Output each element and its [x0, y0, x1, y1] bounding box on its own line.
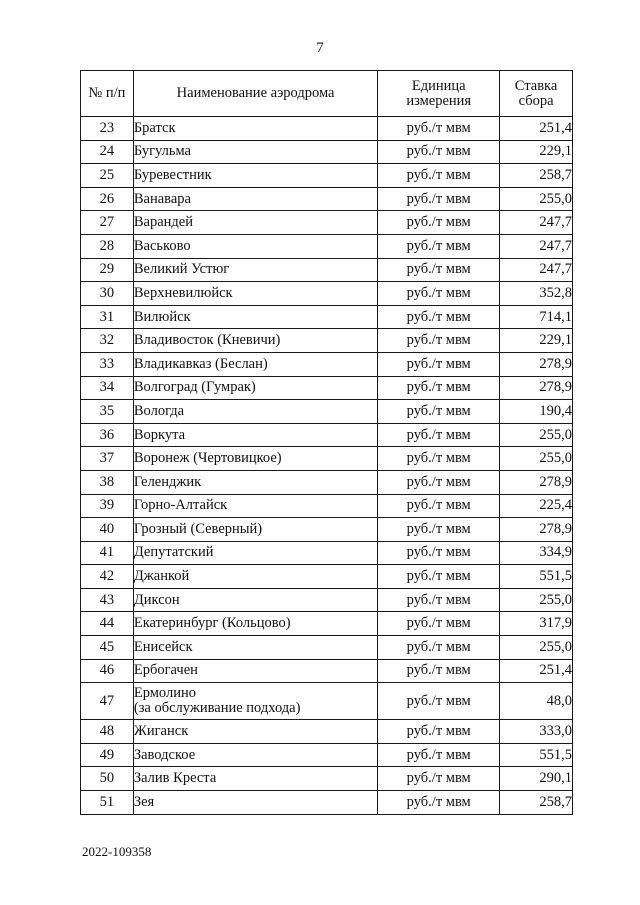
airport-name: [133, 447, 377, 471]
unit-of-measure: руб./т мвм: [378, 683, 500, 720]
airport-fee-table: [80, 70, 573, 815]
table-row: [81, 659, 573, 683]
unit-of-measure: руб./т мвм: [378, 140, 500, 164]
table-row: [81, 329, 573, 353]
airport-name: [133, 400, 377, 424]
row-number: 35: [81, 400, 134, 424]
fee-rate: 247,7: [500, 211, 573, 235]
airport-name-text: Воронеж (Чертовицкое): [133, 450, 282, 467]
unit-of-measure: руб./т мвм: [378, 164, 500, 188]
table-row: [81, 541, 573, 565]
table-row: [81, 470, 573, 494]
airport-name-text: Депутатский: [133, 544, 214, 561]
table-row: [81, 565, 573, 589]
table-row: [81, 282, 573, 306]
airport-name: [133, 720, 377, 744]
fee-rate: 251,4: [500, 117, 573, 141]
unit-of-measure: руб./т мвм: [378, 743, 500, 767]
airport-name-text: Вилюйск: [133, 308, 191, 325]
table-row: [81, 767, 573, 791]
row-number: 25: [81, 164, 134, 188]
row-number: 23: [81, 117, 134, 141]
unit-of-measure: руб./т мвм: [378, 636, 500, 660]
airport-name: [133, 588, 377, 612]
fee-rate: 278,9: [500, 470, 573, 494]
fee-rate: 247,7: [500, 258, 573, 282]
airport-name-text: Вологда: [133, 402, 185, 419]
table-row: [81, 140, 573, 164]
airport-name-text: Верхневилюйск: [133, 284, 233, 301]
unit-of-measure: руб./т мвм: [378, 423, 500, 447]
unit-of-measure: руб./т мвм: [378, 400, 500, 424]
airport-name: [133, 376, 377, 400]
airport-name: [133, 140, 377, 164]
airport-name-text: Грозный (Северный): [133, 520, 263, 537]
fee-rate: 255,0: [500, 187, 573, 211]
unit-of-measure: руб./т мвм: [378, 187, 500, 211]
row-number: 41: [81, 541, 134, 565]
fee-rate: 278,9: [500, 352, 573, 376]
table-row: [81, 211, 573, 235]
fee-rate: 229,1: [500, 140, 573, 164]
header-number: [81, 71, 134, 117]
unit-of-measure: руб./т мвм: [378, 447, 500, 471]
row-number: 51: [81, 791, 134, 815]
fee-rate: 278,9: [500, 376, 573, 400]
row-number: 47: [81, 683, 134, 720]
table-row: [81, 447, 573, 471]
airport-name: [133, 541, 377, 565]
airport-name: [133, 117, 377, 141]
row-number: 29: [81, 258, 134, 282]
airport-name-text: Зея: [133, 793, 155, 810]
fee-rate: 255,0: [500, 636, 573, 660]
row-number: 26: [81, 187, 134, 211]
airport-name-text: Енисейск: [133, 638, 193, 655]
unit-of-measure: руб./т мвм: [378, 720, 500, 744]
airport-name-text: Воркута: [133, 426, 186, 443]
fee-rate: 258,7: [500, 791, 573, 815]
fee-rate: 258,7: [500, 164, 573, 188]
table-body: [81, 117, 573, 815]
airport-name-text: Горно-Алтайск: [133, 497, 228, 514]
unit-of-measure: руб./т мвм: [378, 612, 500, 636]
unit-of-measure: руб./т мвм: [378, 470, 500, 494]
unit-of-measure: руб./т мвм: [378, 659, 500, 683]
unit-of-measure: руб./т мвм: [378, 211, 500, 235]
airport-name-note: (за обслуживание подхода): [133, 700, 301, 717]
unit-of-measure: руб./т мвм: [378, 518, 500, 542]
airport-name-text: Ербогачен: [133, 662, 198, 679]
airport-name-text: Диксон: [133, 591, 180, 608]
table-row: [81, 234, 573, 258]
airport-name-text: Екатеринбург (Кольцово): [133, 615, 291, 632]
row-number: 39: [81, 494, 134, 518]
airport-name: [133, 518, 377, 542]
unit-of-measure: руб./т мвм: [378, 588, 500, 612]
unit-of-measure: руб./т мвм: [378, 329, 500, 353]
table-row: [81, 400, 573, 424]
fee-rate: 255,0: [500, 423, 573, 447]
row-number: 42: [81, 565, 134, 589]
airport-name: [133, 164, 377, 188]
unit-of-measure: руб./т мвм: [378, 376, 500, 400]
fee-rate: 229,1: [500, 329, 573, 353]
table-row: [81, 187, 573, 211]
unit-of-measure: руб./т мвм: [378, 234, 500, 258]
airport-name: [133, 470, 377, 494]
fee-rate: 551,5: [500, 743, 573, 767]
row-number: 40: [81, 518, 134, 542]
unit-of-measure: руб./т мвм: [378, 117, 500, 141]
row-number: 45: [81, 636, 134, 660]
airport-name-text: Заводское: [133, 746, 196, 763]
row-number: 32: [81, 329, 134, 353]
table-row: [81, 164, 573, 188]
table-row: [81, 743, 573, 767]
airport-name: [133, 767, 377, 791]
airport-name-text: Жиганск: [133, 723, 189, 740]
airport-name-text: Владикавказ (Беслан): [133, 355, 268, 372]
unit-of-measure: руб./т мвм: [378, 494, 500, 518]
row-number: 27: [81, 211, 134, 235]
airport-name: [133, 423, 377, 447]
airport-name-text: Владивосток (Кневичи): [133, 332, 281, 349]
fee-rate: 714,1: [500, 305, 573, 329]
airport-name: [133, 187, 377, 211]
row-number: 49: [81, 743, 134, 767]
row-number: 34: [81, 376, 134, 400]
airport-name-text: Великий Устюг: [133, 261, 230, 278]
fee-rate: 334,9: [500, 541, 573, 565]
table-row: [81, 588, 573, 612]
table-row: [81, 720, 573, 744]
row-number: 33: [81, 352, 134, 376]
header-airport-name: [133, 71, 377, 117]
airport-name-text: Залив Креста: [133, 770, 217, 787]
airport-name-text: Братск: [133, 119, 176, 136]
fee-rate: 48,0: [500, 683, 573, 720]
unit-of-measure: руб./т мвм: [378, 565, 500, 589]
header-rate-line1: Ставка: [514, 77, 558, 94]
airport-name: [133, 612, 377, 636]
table-row: [81, 376, 573, 400]
fee-rate: 317,9: [500, 612, 573, 636]
row-number: 48: [81, 720, 134, 744]
airport-name-text: Варандей: [133, 214, 193, 231]
row-number: 37: [81, 447, 134, 471]
airport-name: [133, 234, 377, 258]
fee-rate: 255,0: [500, 447, 573, 471]
airport-name: [133, 659, 377, 683]
row-number: 46: [81, 659, 134, 683]
row-number: 28: [81, 234, 134, 258]
airport-name-text: Геленджик: [133, 473, 202, 490]
header-unit: [378, 71, 500, 117]
airport-name: [133, 258, 377, 282]
table-row: [81, 494, 573, 518]
unit-of-measure: руб./т мвм: [378, 791, 500, 815]
header-unit-line2: измерения: [406, 92, 472, 109]
airport-name: [133, 211, 377, 235]
airport-name-text: Волгоград (Гумрак): [133, 379, 256, 396]
table-row: [81, 636, 573, 660]
fee-rate: 278,9: [500, 518, 573, 542]
airport-name-text: Джанкой: [133, 568, 190, 585]
fee-rate: 290,1: [500, 767, 573, 791]
page-number: 7: [316, 40, 324, 56]
airport-name: [133, 305, 377, 329]
header-rate: [500, 71, 573, 117]
airport-name: [133, 329, 377, 353]
row-number: 36: [81, 423, 134, 447]
row-number: 44: [81, 612, 134, 636]
fee-rate: 255,0: [500, 588, 573, 612]
row-number: 31: [81, 305, 134, 329]
table-row: [81, 258, 573, 282]
table-header-row: [81, 71, 573, 117]
table-row: [81, 612, 573, 636]
unit-of-measure: руб./т мвм: [378, 541, 500, 565]
table-row: [81, 305, 573, 329]
document-id: 2022-109358: [82, 844, 152, 859]
airport-name-text: Бугульма: [133, 143, 191, 160]
fee-rate: 333,0: [500, 720, 573, 744]
row-number: 38: [81, 470, 134, 494]
header-number-label: № п/п: [88, 85, 126, 101]
airport-name-text: Буревестник: [133, 166, 212, 183]
unit-of-measure: руб./т мвм: [378, 767, 500, 791]
fee-rate: 190,4: [500, 400, 573, 424]
airport-name: [133, 282, 377, 306]
table-row: [81, 791, 573, 815]
airport-name-text: Ермолино: [133, 685, 196, 702]
table-row: [81, 683, 573, 720]
header-rate-line2: сбора: [518, 92, 554, 109]
airport-name: [133, 494, 377, 518]
header-unit-line1: Единица: [411, 77, 466, 94]
unit-of-measure: руб./т мвм: [378, 258, 500, 282]
airport-name: [133, 791, 377, 815]
header-airport-name-label: Наименование аэродрома: [176, 85, 335, 101]
airport-name: [133, 743, 377, 767]
row-number: 24: [81, 140, 134, 164]
row-number: 43: [81, 588, 134, 612]
table-row: [81, 352, 573, 376]
table-row: [81, 518, 573, 542]
airport-name: [133, 683, 377, 720]
airport-name: [133, 565, 377, 589]
unit-of-measure: руб./т мвм: [378, 282, 500, 306]
unit-of-measure: руб./т мвм: [378, 352, 500, 376]
row-number: 50: [81, 767, 134, 791]
row-number: 30: [81, 282, 134, 306]
airport-name-text: Ванавара: [133, 190, 191, 207]
airport-name: [133, 636, 377, 660]
fee-rate: 551,5: [500, 565, 573, 589]
airport-name-text: Васьково: [133, 237, 191, 254]
unit-of-measure: руб./т мвм: [378, 305, 500, 329]
fee-rate: 352,8: [500, 282, 573, 306]
table-row: [81, 423, 573, 447]
airport-name: [133, 352, 377, 376]
fee-rate: 225,4: [500, 494, 573, 518]
fee-rate: 251,4: [500, 659, 573, 683]
fee-rate: 247,7: [500, 234, 573, 258]
table-row: [81, 117, 573, 141]
